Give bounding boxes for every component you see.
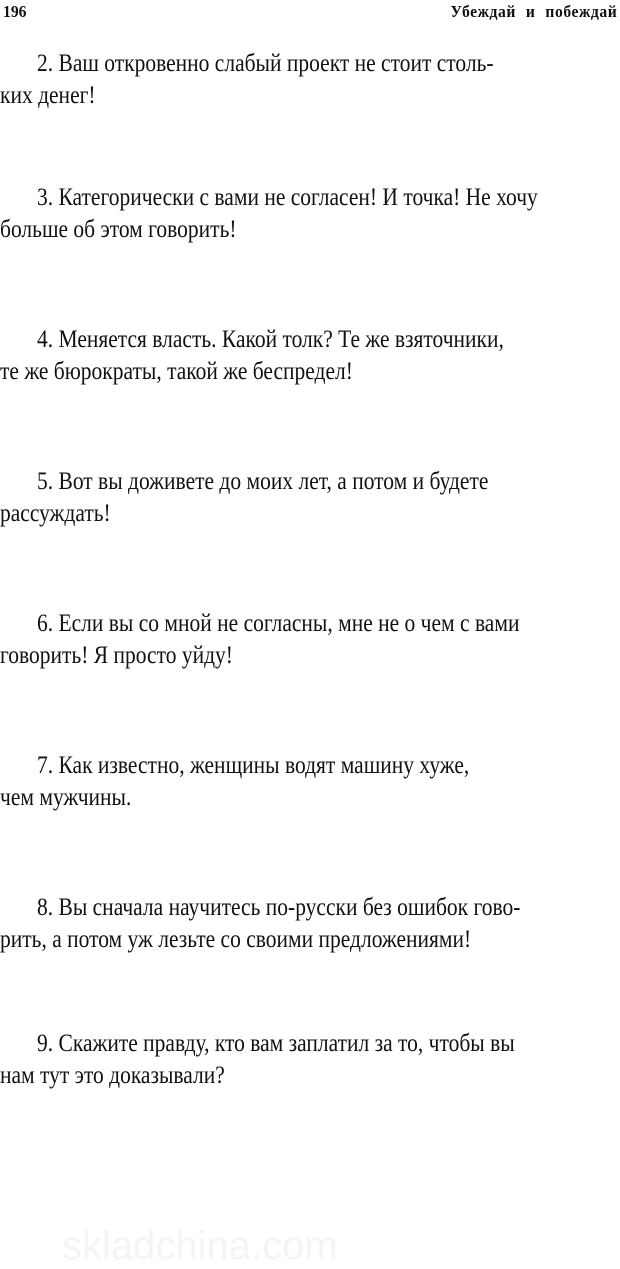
paragraph-line: рить, а потом уж лезьте со своими предложениями! (0, 926, 472, 953)
paragraph-item-7 (0, 750, 602, 814)
paragraph-line: 8. Вы сначала научитесь по-русски без ошибок гово- (36, 894, 521, 921)
paragraph-line: ких денег! (0, 82, 96, 109)
running-title: Убеждай и побеждай (450, 2, 617, 21)
paragraph-line: 4. Меняется власть. Какой толк? Те же взяточники, (36, 326, 504, 353)
paragraph-line: рассуждать! (0, 500, 111, 527)
watermark: skladchina.com (62, 1224, 338, 1268)
paragraph-line: 2. Ваш откровенно слабый проект не стоит столь- (36, 50, 494, 77)
paragraph-item-3 (0, 182, 602, 246)
paragraph-item-4 (0, 324, 602, 388)
paragraph-line: нам тут это доказывали? (0, 1062, 225, 1089)
paragraph-line: 7. Как известно, женщины водят машину хуже, (36, 752, 470, 779)
paragraph-item-8 (0, 892, 602, 956)
paragraph-line: 9. Скажите правду, кто вам заплатил за то, чтобы вы (36, 1030, 515, 1057)
paragraph-line: говорить! Я просто уйду! (0, 642, 233, 669)
paragraph-line: те же бюрократы, такой же беспредел! (0, 358, 353, 385)
paragraph-line: 6. Если вы со мной не согласны, мне не о чем с вами (36, 610, 520, 637)
paragraph-item-9 (0, 1028, 602, 1092)
paragraph-item-2 (0, 48, 602, 112)
page-number: 196 (3, 2, 27, 21)
paragraph-line: 5. Вот вы доживете до моих лет, а потом и будете (36, 468, 489, 495)
paragraph-item-5 (0, 466, 602, 530)
paragraph-line: 3. Категорически с вами не согласен! И точка! Не хочу (36, 184, 538, 211)
paragraph-line: чем мужчины. (0, 784, 132, 811)
paragraph-item-6 (0, 608, 602, 672)
page-header (0, 0, 620, 26)
paragraph-line: больше об этом говорить! (0, 216, 237, 243)
